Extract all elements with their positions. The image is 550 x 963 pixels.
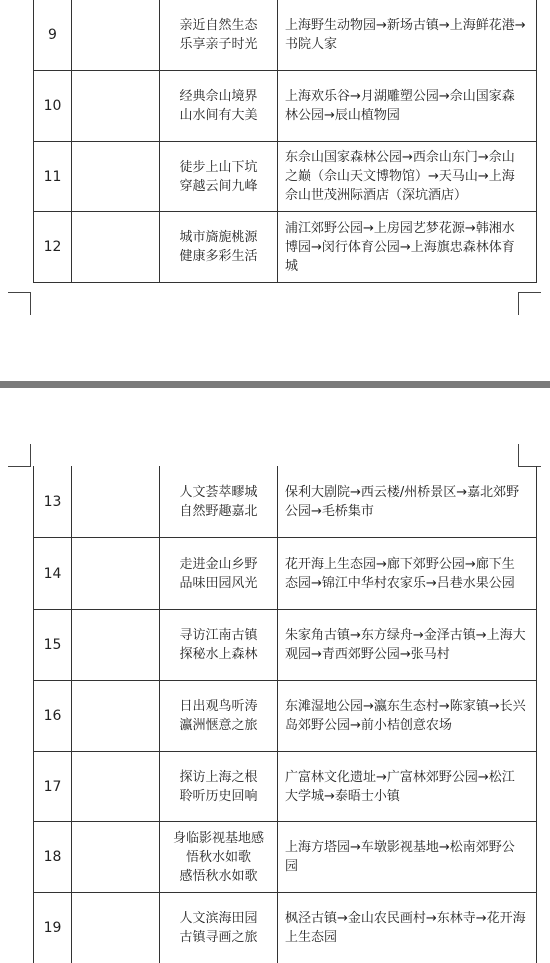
blank-cell [72, 610, 160, 680]
blank-cell [72, 71, 160, 141]
row-number: 13 [34, 466, 72, 537]
page-corner-mark [518, 292, 541, 315]
row-number: 19 [34, 893, 72, 963]
route-theme: 徒步上山下坑 穿越云间九峰 [160, 142, 278, 211]
route-theme: 寻访江南古镇 探秘水上森林 [160, 610, 278, 680]
row-number: 12 [34, 212, 72, 282]
route-stops: 浦江郊野公园→上房园艺梦花源→韩湘水博园→闵行体育公园→上海旗忠森林体育城 [285, 220, 515, 274]
blank-cell [72, 142, 160, 211]
table-row [34, 466, 536, 538]
page-corner-mark [8, 292, 31, 315]
row-number: 11 [34, 142, 72, 211]
table-row [34, 0, 536, 71]
table-row [34, 893, 536, 963]
blank-cell [72, 893, 160, 963]
table-row [34, 610, 536, 681]
route-theme: 城市旖旎桃源 健康多彩生活 [160, 212, 278, 282]
route-stops: 枫泾古镇→金山农民画村→东林寺→花开海上生态园 [285, 911, 526, 945]
table-row [34, 538, 536, 610]
route-theme: 日出观鸟听涛 瀛洲惬意之旅 [160, 681, 278, 751]
route-theme: 人文荟萃疁城 自然野趣嘉北 [160, 466, 278, 537]
route-theme: 亲近自然生态 乐享亲子时光 [160, 0, 278, 70]
route-stops: 上海野生动物园→新场古镇→上海鲜花港→书院人家 [285, 18, 526, 52]
row-number: 15 [34, 610, 72, 680]
route-stops: 广富林文化遗址→广富林郊野公园→松江大学城→泰晤士小镇 [285, 769, 515, 804]
table-bottom [33, 466, 537, 963]
route-theme: 经典佘山境界 山水间有大美 [160, 71, 278, 141]
table-row [34, 681, 536, 752]
route-stops: 上海方塔园→车墩影视基地→松南郊野公园 [285, 840, 515, 874]
route-stops: 花开海上生态园→廊下郊野公园→廊下生态园→锦江中华村农家乐→吕巷水果公园 [285, 556, 515, 591]
page-corner-mark [8, 444, 31, 467]
blank-cell [72, 212, 160, 282]
table-row [34, 71, 536, 142]
row-number: 9 [34, 0, 72, 70]
route-stops: 保利大剧院→西云楼/州桥景区→嘉北郊野公园→毛桥集市 [285, 484, 520, 519]
blank-cell [72, 466, 160, 537]
row-number: 10 [34, 71, 72, 141]
page-corner-mark [518, 444, 541, 467]
blank-cell [72, 0, 160, 70]
blank-cell [72, 538, 160, 609]
blank-cell [72, 822, 160, 892]
blank-cell [72, 681, 160, 751]
row-number: 16 [34, 681, 72, 751]
table-row [34, 822, 536, 893]
blank-cell [72, 752, 160, 821]
table-row [34, 212, 536, 283]
route-theme: 身临影视基地感 悟秋水如歌 感悟秋水如歌 [160, 822, 278, 892]
table-row [34, 752, 536, 822]
route-stops: 东佘山国家森林公园→西佘山东门→佘山之巅（佘山天文博物馆）→天马山→上海佘山世茂洲际酒店（深坑酒店） [285, 150, 515, 203]
route-stops: 上海欢乐谷→月湖雕塑公园→佘山国家森林公园→辰山植物园 [285, 89, 515, 123]
route-theme: 人文滨海田园 古镇寻画之旅 [160, 893, 278, 963]
route-theme: 走进金山乡野 品味田园风光 [160, 538, 278, 609]
row-number: 17 [34, 752, 72, 821]
page-break-divider [0, 381, 550, 388]
row-number: 14 [34, 538, 72, 609]
row-number: 18 [34, 822, 72, 892]
table-top [33, 0, 537, 283]
table-row [34, 142, 536, 212]
route-stops: 东滩湿地公园→瀛东生态村→陈家镇→长兴岛郊野公园→前小桔创意农场 [285, 699, 526, 733]
route-stops: 朱家角古镇→东方绿舟→金泽古镇→上海大观园→青西郊野公园→张马村 [285, 628, 526, 662]
route-theme: 探访上海之根 聆听历史回响 [160, 752, 278, 821]
